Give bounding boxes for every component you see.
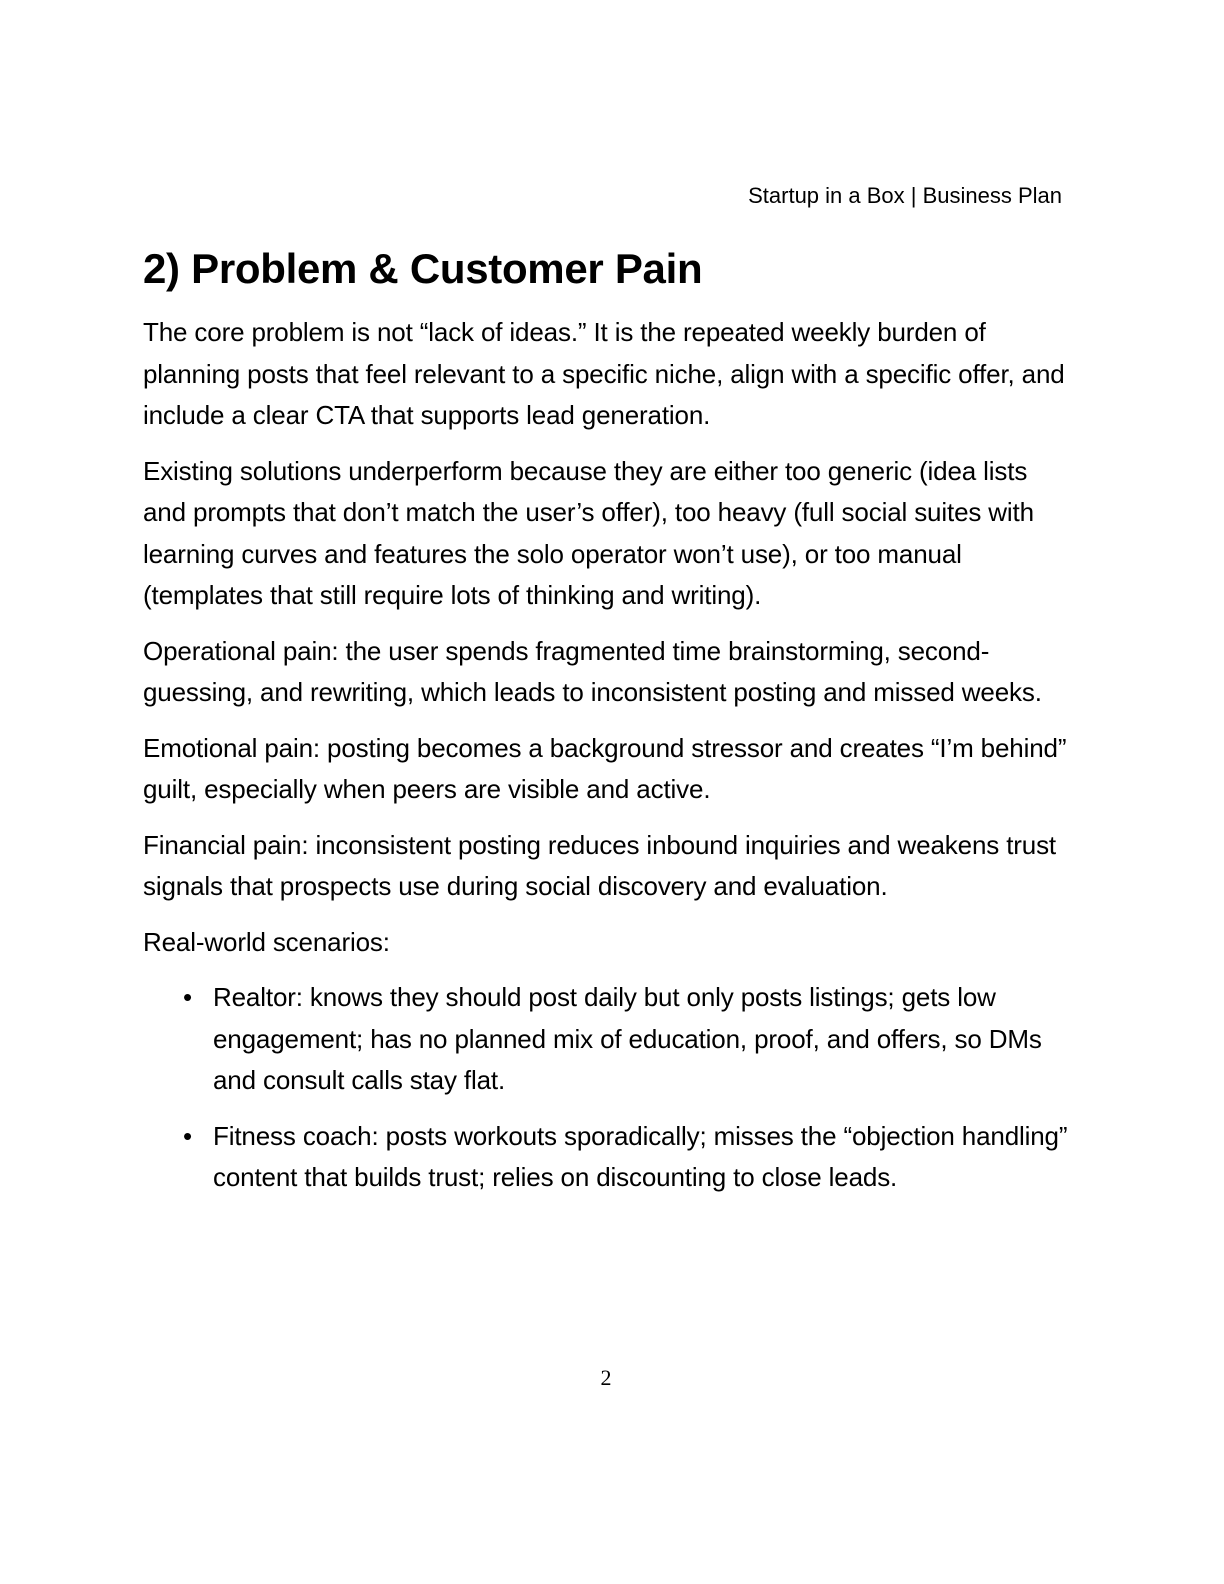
paragraph-existing-solutions: Existing solutions underperform because they are either too generic (idea lists and prompts that don’t match the user’s offer), too heavy (full social suites with learning curves and features the solo operator won’t use), or too manual (templates that still require lots of thinking and writing). [143,455,1034,610]
list-item [143,977,1073,1102]
paragraph-operational-pain: Operational pain: the user spends fragmented time brainstorming, second-guessing, and rewriting, which leads to inconsistent posting and missed weeks. [143,635,1042,707]
bullet-icon: • [183,1120,192,1151]
section-title: 2) Problem & Customer Pain [143,245,703,292]
list-item-text: Realtor: knows they should post daily but only posts listings; gets low engagement; has no planned mix of education, proof, and offers, so DMs and consult calls stay flat. [213,982,1042,1095]
paragraph-emotional-pain: Emotional pain: posting becomes a background stressor and creates “I’m behind” guilt, especially when peers are visible and active. [143,732,1067,804]
page-number: 2 [600,1365,612,1390]
list-item [143,1116,1073,1199]
page-content [143,240,1073,1213]
scenario-list [143,977,1073,1199]
paragraph-scenarios-intro: Real-world scenarios: [143,926,390,957]
running-header: Startup in a Box | Business Plan [748,183,1062,208]
paragraph-core-problem: The core problem is not “lack of ideas.” It is the repeated weekly burden of planning posts that feel relevant to a specific niche, align with a specific offer, and include a clear CTA that supports lead generation. [143,317,1065,430]
paragraph-financial-pain: Financial pain: inconsistent posting reduces inbound inquiries and weakens trust signals that prospects use during social discovery and evaluation. [143,829,1057,901]
bullet-icon: • [183,982,192,1012]
list-item-text: Fitness coach: posts workouts sporadically; misses the “objection handling” content that builds trust; relies on discounting to close leads. [213,1120,1068,1192]
